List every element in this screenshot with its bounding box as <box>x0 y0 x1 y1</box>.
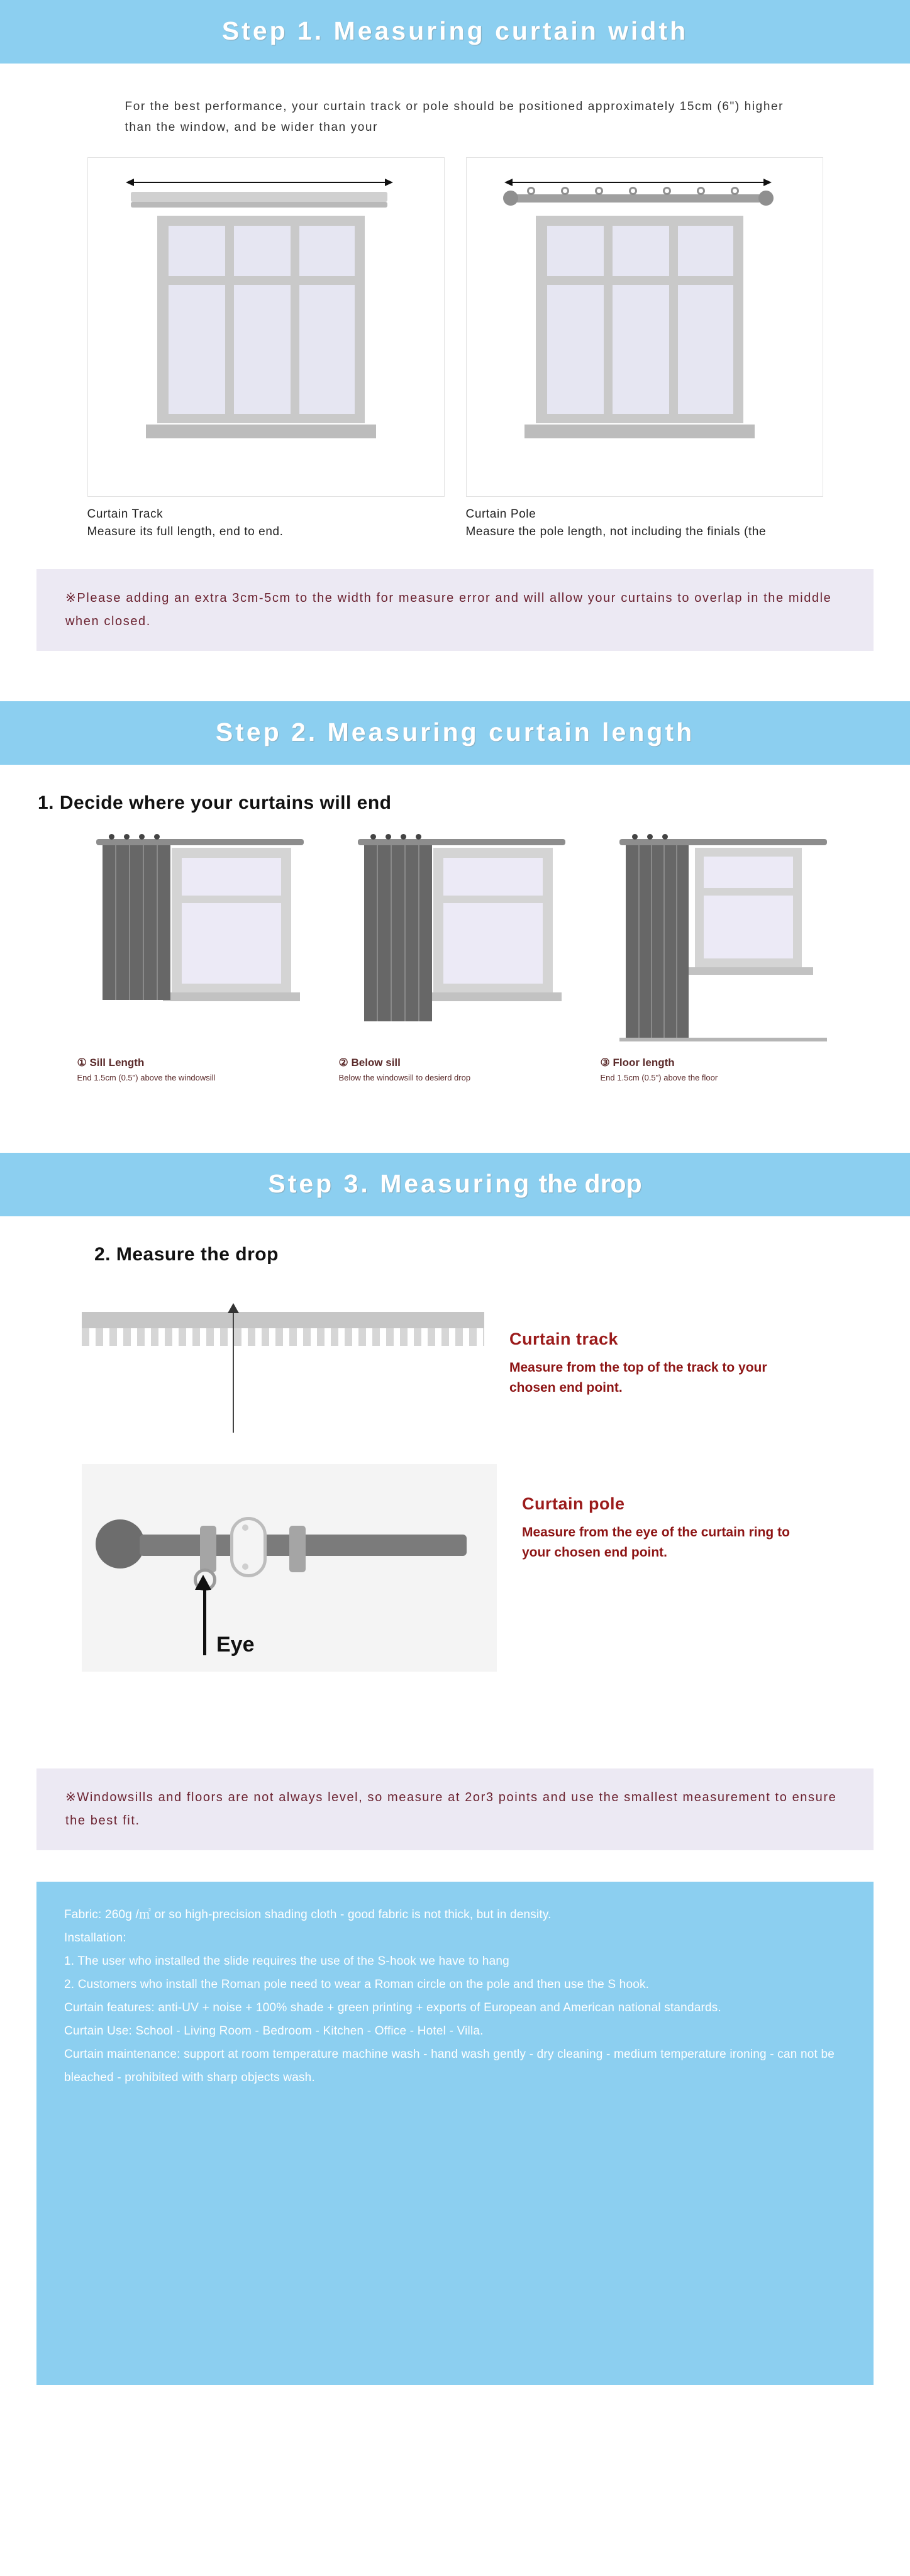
track-rail <box>131 192 387 202</box>
option-sill-length <box>77 833 310 1084</box>
sill-window-pane-bottom <box>182 903 281 984</box>
below-windowsill <box>424 992 562 1001</box>
below-ring-3 <box>401 834 406 840</box>
footer-line-features: Curtain features: anti-UV + noise + 100% shade + green printing + exports of European and American national standards. <box>64 2001 721 2014</box>
window-sill-2 <box>524 425 755 438</box>
step1-note: ※Please adding an extra 3cm-5cm to the width for measure error and will allow your curtains to overlap in the middle when closed. <box>36 569 874 651</box>
footer-line-installation-1: 1. The user who installed the slide requires the use of the S-hook we have to hang <box>64 1954 509 1968</box>
product-details-footer <box>36 1882 874 2385</box>
window2-pane-1 <box>547 226 604 276</box>
pole-finial-left <box>503 191 518 206</box>
curtain-pole-illustration <box>466 157 823 497</box>
window-sill <box>146 425 376 438</box>
footer-line-installation-2: 2. Customers who install the Roman pole need to wear a Roman circle on the pole and then use the S hook. <box>64 1977 650 1991</box>
footer-line-installation-head: Installation: <box>64 1931 126 1945</box>
curtain-track-desc: Measure its full length, end to end. <box>87 525 284 538</box>
pole-drop-illustration <box>82 1464 497 1672</box>
below-sill-sub: Below the windowsill to desierd drop <box>338 1072 471 1082</box>
pole-ring-3 <box>595 187 603 195</box>
track-drop-measure-line <box>233 1307 234 1433</box>
eye-label: Eye <box>216 1632 255 1657</box>
track-drop-desc: Measure from the top of the track to your chosen end point. <box>509 1360 767 1396</box>
window2-pane-6 <box>678 285 733 414</box>
pole-drop-desc: Measure from the eye of the curtain ring to your chosen end point. <box>522 1524 790 1560</box>
window-pane-3 <box>299 226 355 276</box>
step3-banner-title: Step 3. Measuring <box>268 1169 532 1198</box>
window2-pane-2 <box>613 226 669 276</box>
track-drop-title: Curtain track <box>509 1329 619 1348</box>
track-drop-rail <box>82 1312 484 1328</box>
step3-banner-subtitle: the drop <box>531 1169 642 1198</box>
pole-measure-arrow-line <box>512 182 763 183</box>
pole-finial-right <box>758 191 774 206</box>
floor-length-sub: End 1.5cm (0.5") above the floor <box>600 1072 718 1082</box>
curtain-pole-caption <box>466 506 823 541</box>
step1-body <box>0 64 910 541</box>
pole-ring-6 <box>697 187 705 195</box>
pole-drop-ring-2 <box>289 1526 306 1572</box>
pole-drop-bracket <box>230 1517 267 1577</box>
track-rail-lower <box>131 202 387 208</box>
track-drop-text <box>509 1299 780 1399</box>
pole-drop-finial <box>96 1519 145 1568</box>
floor-curtain-panel <box>626 845 689 1038</box>
footer-line-maintenance: Curtain maintenance: support at room temperature machine wash - hand wash gently - dry cleaning - medium temperature ironing - can not be bleached - prohibited with sharp objects wash. <box>64 2048 835 2085</box>
below-ring-1 <box>370 834 376 840</box>
pole-ring-4 <box>629 187 637 195</box>
window-pane-5 <box>234 285 291 414</box>
pole-rod <box>516 194 761 203</box>
track-drop-glider-row <box>82 1328 484 1346</box>
pole-drop-measure-line <box>203 1581 206 1655</box>
step2-banner-title: Step 2. Measuring curtain length <box>215 717 695 747</box>
curtain-pole-card <box>466 157 823 541</box>
floor-windowsill <box>689 967 813 975</box>
curtain-track-illustration <box>87 157 445 497</box>
pole-drop-text <box>522 1464 792 1563</box>
pole-drop-screw-bottom <box>242 1563 248 1570</box>
below-curtain-panel <box>364 845 432 1021</box>
floor-ring-3 <box>662 834 668 840</box>
pole-ring-5 <box>663 187 671 195</box>
below-sill-illustration <box>339 833 572 1053</box>
floor-line <box>619 1038 827 1041</box>
below-rod <box>358 839 565 845</box>
track-drop-illustration <box>82 1299 484 1375</box>
step2-options <box>0 833 910 1084</box>
below-ring-4 <box>416 834 421 840</box>
step1-diagrams <box>75 157 835 541</box>
pole-arrow-right <box>763 179 772 186</box>
sill-rod <box>96 839 304 845</box>
sill-ring-1 <box>109 834 114 840</box>
sill-length-title: ① Sill Length <box>77 1056 145 1069</box>
pole-drop-block <box>0 1449 910 1672</box>
track-arrow-right <box>385 179 393 186</box>
option-below-sill <box>339 833 572 1084</box>
step2-heading: 1. Decide where your curtains will end <box>38 792 392 813</box>
floor-ring-2 <box>647 834 653 840</box>
floor-rod <box>619 839 827 845</box>
window2-pane-3 <box>678 226 733 276</box>
window-pane-2 <box>234 226 291 276</box>
below-sill-title: ② Below sill <box>338 1056 401 1069</box>
track-drop-arrow-head <box>228 1303 239 1313</box>
option-floor-length <box>601 833 833 1084</box>
step3-heading: 2. Measure the drop <box>94 1243 279 1265</box>
footer-line-use: Curtain Use: School - Living Room - Bedroom - Kitchen - Office - Hotel - Villa. <box>64 2024 484 2038</box>
below-window-pane-bottom <box>443 903 543 984</box>
curtain-pole-title: Curtain Pole <box>465 507 536 521</box>
track-drop-block <box>0 1284 910 1399</box>
pole-drop-title: Curtain pole <box>522 1494 625 1513</box>
pole-drop-screw-top <box>242 1524 248 1531</box>
pole-drop-arrow-head <box>195 1575 211 1590</box>
step2-banner <box>0 701 910 765</box>
pole-ring-2 <box>561 187 569 195</box>
sill-windowsill <box>163 992 300 1001</box>
step3-note: ※Windowsills and floors are not always level, so measure at 2or3 points and use the smallest measurement to ensure the best fit. <box>36 1768 874 1850</box>
below-ring-2 <box>386 834 391 840</box>
below-window-pane-top <box>443 858 543 896</box>
sill-window-pane-top <box>182 858 281 896</box>
pole-arrow-left <box>504 179 513 186</box>
sill-ring-2 <box>124 834 130 840</box>
floor-window-pane-bottom <box>704 896 793 958</box>
sill-length-sub: End 1.5cm (0.5") above the windowsill <box>77 1072 216 1082</box>
curtain-track-card <box>87 157 445 541</box>
sill-ring-3 <box>139 834 145 840</box>
floor-length-illustration <box>601 833 833 1053</box>
pole-ring-1 <box>527 187 535 195</box>
window-pane-6 <box>299 285 355 414</box>
footer-line-fabric: Fabric: 260g /㎡ or so high-precision shading cloth - good fabric is not thick, but in density. <box>64 1907 552 1921</box>
pole-drop-ring-1 <box>200 1526 216 1572</box>
window2-pane-4 <box>547 285 604 414</box>
floor-window-pane-top <box>704 857 793 888</box>
floor-length-title: ③ Floor length <box>600 1056 675 1069</box>
pole-ring-7 <box>731 187 739 195</box>
curtain-pole-desc: Measure the pole length, not including the finials (the <box>465 525 767 538</box>
track-measure-arrow-line <box>133 182 385 183</box>
sill-ring-4 <box>154 834 160 840</box>
curtain-track-caption <box>87 506 445 541</box>
sill-curtain-panel <box>103 845 170 1000</box>
curtain-track-title: Curtain Track <box>87 507 164 521</box>
floor-ring-1 <box>632 834 638 840</box>
step1-banner <box>0 0 910 64</box>
step1-banner-title: Step 1. Measuring curtain width <box>221 16 689 45</box>
step3-banner <box>0 1153 910 1216</box>
track-arrow-left <box>126 179 134 186</box>
sill-length-illustration <box>77 833 310 1053</box>
window-pane-4 <box>169 285 225 414</box>
window2-pane-5 <box>613 285 669 414</box>
step1-intro: For the best performance, your curtain track or pole should be positioned approximately 15cm (6") higher than the window, and be wider than your <box>125 100 784 135</box>
window-pane-1 <box>169 226 225 276</box>
